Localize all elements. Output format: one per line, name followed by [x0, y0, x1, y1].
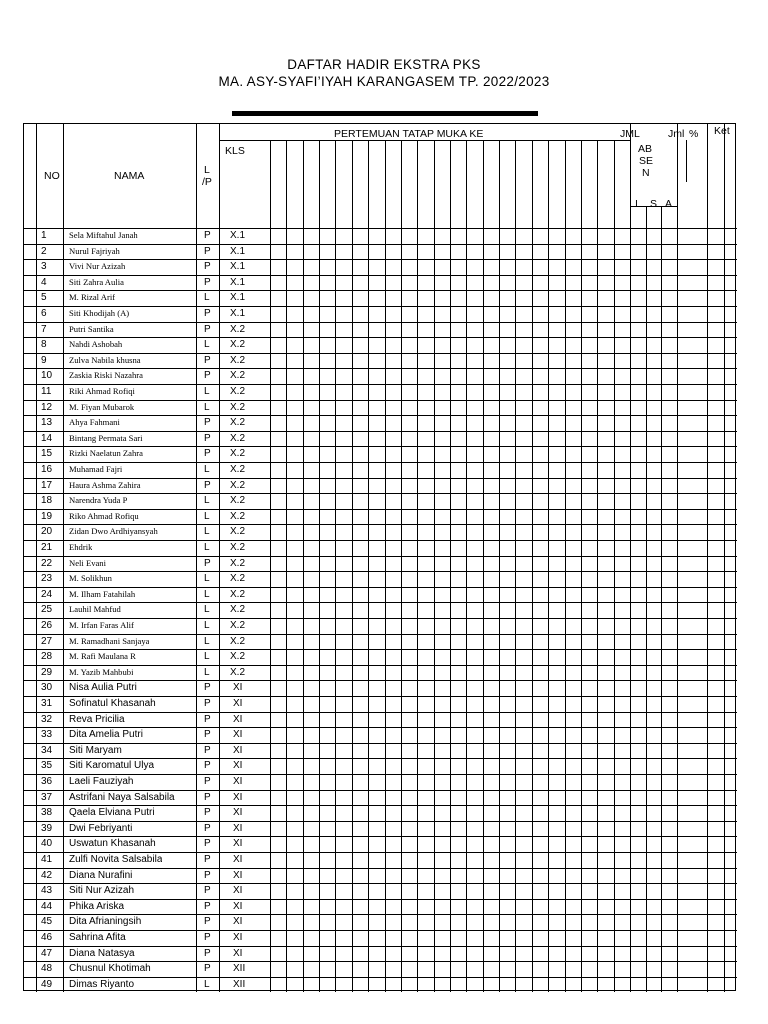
row-lp: L — [204, 620, 210, 631]
row-name: Narendra Yuda P — [69, 495, 128, 506]
header-lp-line2: /P — [202, 176, 212, 188]
row-name: M. Rizal Arif — [69, 292, 116, 303]
table-row — [24, 680, 737, 696]
row-kls: XI — [233, 682, 243, 694]
table-row — [24, 727, 737, 743]
row-kls: X.1 — [230, 230, 246, 241]
row-no: 6 — [41, 308, 47, 319]
table-row — [24, 509, 737, 525]
table-row — [24, 290, 737, 306]
attendance-table — [23, 123, 736, 991]
row-lp: P — [204, 682, 211, 694]
header-kls: KLS — [225, 145, 245, 157]
row-no: 12 — [41, 401, 53, 413]
row-kls: X.2 — [230, 401, 246, 413]
row-lp: L — [204, 604, 210, 616]
table-row — [24, 930, 737, 946]
table-row — [24, 322, 737, 338]
row-kls: XII — [233, 978, 246, 990]
row-kls: X.1 — [230, 308, 246, 319]
row-lp: P — [204, 698, 211, 709]
row-kls: X.2 — [230, 573, 246, 585]
row-name: Uswatun Khasanah — [69, 838, 156, 850]
row-no: 49 — [41, 978, 53, 990]
header-pertemuan: PERTEMUAN TATAP MUKA KE — [334, 128, 484, 140]
row-no: 45 — [41, 916, 53, 928]
row-lp: P — [204, 744, 211, 756]
table-row — [24, 587, 737, 603]
row-kls: X.2 — [230, 448, 246, 460]
table-row — [24, 415, 737, 431]
row-no: 36 — [41, 776, 53, 787]
row-no: 8 — [41, 339, 47, 351]
row-lp: P — [204, 557, 211, 569]
row-no: 22 — [41, 557, 53, 569]
row-name: Dita Amelia Putri — [69, 729, 143, 741]
row-name: Qaela Elviana Putri — [69, 807, 155, 819]
row-no: 25 — [41, 604, 53, 616]
table-row — [24, 431, 737, 447]
row-name: Nahdi Ashobah — [69, 339, 123, 350]
row-name: Reva Pricilia — [69, 713, 125, 725]
row-lp: L — [204, 495, 210, 507]
row-name: Dita Afrianingsih — [69, 916, 142, 928]
row-name: M. Ilham Fatahilah — [69, 588, 136, 599]
row-kls: X.2 — [230, 588, 246, 600]
row-name: Nurul Fajriyah — [69, 245, 120, 256]
table-row — [24, 275, 737, 291]
row-lp: P — [204, 479, 211, 491]
table-row — [24, 743, 737, 759]
row-lp: L — [204, 339, 210, 351]
row-name: Bintang Permata Sari — [69, 432, 143, 443]
row-name: M. Solikhun — [69, 573, 112, 584]
row-name: Dwi Febriyanti — [69, 822, 133, 834]
row-kls: X.2 — [230, 635, 246, 647]
row-no: 27 — [41, 635, 53, 647]
row-lp: L — [204, 978, 210, 990]
table-row — [24, 228, 737, 244]
row-no: 18 — [41, 495, 53, 507]
row-kls: X.1 — [230, 276, 246, 288]
row-kls: XI — [233, 760, 243, 772]
row-no: 48 — [41, 963, 53, 975]
header-ket: Ket — [714, 125, 730, 137]
header-absen-1: AB — [638, 143, 653, 155]
row-no: 37 — [41, 791, 53, 803]
row-name: M. Ramadhani Sanjaya — [69, 635, 150, 646]
row-lp: L — [204, 526, 210, 538]
table-row — [24, 306, 737, 322]
row-no: 19 — [41, 510, 53, 522]
row-kls: X.2 — [230, 354, 246, 366]
row-kls: X.2 — [230, 323, 246, 335]
row-lp: L — [204, 651, 210, 663]
row-no: 1 — [41, 230, 47, 241]
row-kls: XI — [233, 885, 243, 897]
row-kls: XI — [233, 947, 243, 959]
header-absen-3: N — [642, 167, 650, 179]
table-row — [24, 618, 737, 634]
table-row — [24, 540, 737, 556]
title-underline — [232, 111, 538, 116]
row-kls: X.2 — [230, 479, 246, 491]
table-row — [24, 244, 737, 260]
row-name: Zulfi Novita Salsabila — [69, 854, 163, 865]
row-name: Dimas Riyanto — [69, 978, 135, 990]
row-kls: XI — [233, 776, 243, 787]
header-a: A — [665, 198, 673, 210]
row-lp: L — [204, 292, 210, 304]
row-lp: P — [204, 448, 211, 460]
row-lp: P — [204, 854, 211, 865]
row-lp: L — [204, 666, 210, 678]
row-no: 38 — [41, 807, 53, 819]
table-row — [24, 977, 737, 993]
table-row — [24, 665, 737, 681]
table-row — [24, 805, 737, 821]
row-no: 9 — [41, 354, 47, 366]
row-lp: P — [204, 791, 211, 803]
row-name: Chusnul Khotimah — [69, 963, 151, 975]
row-kls: X.1 — [230, 292, 246, 304]
row-lp: L — [204, 635, 210, 647]
table-row — [24, 649, 737, 665]
row-lp: P — [204, 230, 211, 241]
row-lp: L — [204, 588, 210, 600]
row-name: Putri Santika — [69, 323, 114, 334]
row-no: 2 — [41, 245, 47, 257]
row-lp: P — [204, 760, 211, 772]
row-lp: P — [204, 776, 211, 787]
row-name: Diana Natasya — [69, 947, 135, 959]
row-name: Zaskia Riski Nazahra — [69, 370, 143, 381]
row-no: 29 — [41, 666, 53, 678]
row-kls: XI — [233, 807, 243, 819]
row-name: Sahrina Afita — [69, 932, 126, 943]
row-no: 23 — [41, 573, 53, 585]
table-row — [24, 524, 737, 540]
row-no: 11 — [41, 386, 52, 397]
header-jml: JML — [620, 128, 640, 140]
row-lp: P — [204, 245, 211, 257]
table-row — [24, 478, 737, 494]
row-kls: XI — [233, 869, 243, 881]
row-lp: L — [204, 464, 210, 475]
grid-header-absen-split — [630, 206, 677, 207]
row-kls: XI — [233, 698, 243, 709]
row-lp: P — [204, 916, 211, 928]
header-jml2: Jml — [668, 128, 685, 140]
row-kls: X.2 — [230, 651, 246, 663]
row-kls: XI — [233, 729, 243, 741]
row-no: 16 — [41, 464, 53, 475]
table-row — [24, 774, 737, 790]
row-name: Laeli Fauziyah — [69, 776, 134, 787]
row-lp: P — [204, 276, 211, 288]
row-kls: X.2 — [230, 386, 246, 397]
row-no: 40 — [41, 838, 53, 850]
row-name: Siti Maryam — [69, 744, 122, 756]
row-no: 10 — [41, 370, 53, 382]
row-no: 31 — [41, 698, 53, 709]
row-kls: X.2 — [230, 526, 246, 538]
row-kls: X.2 — [230, 432, 246, 444]
row-lp: P — [204, 963, 211, 975]
table-row — [24, 259, 737, 275]
row-kls: XI — [233, 900, 243, 912]
row-name: Siti Nur Azizah — [69, 885, 135, 897]
row-no: 34 — [41, 744, 53, 756]
row-name: Ahya Fahmani — [69, 417, 120, 428]
row-name: M. Yazib Mahbubi — [69, 666, 134, 677]
table-row — [24, 353, 737, 369]
row-no: 20 — [41, 526, 53, 538]
table-row — [24, 852, 737, 868]
table-row — [24, 821, 737, 837]
row-lp: P — [204, 370, 211, 382]
row-lp: P — [204, 308, 211, 319]
title-line-2: MA. ASY-SYAFI’IYAH KARANGASEM TP. 2022/2023 — [218, 74, 550, 89]
row-lp: L — [204, 386, 210, 397]
table-row — [24, 836, 737, 852]
header-i: I — [635, 198, 638, 210]
table-row — [24, 400, 737, 416]
row-lp: P — [204, 354, 211, 366]
row-name: Riko Ahmad Rofiqu — [69, 510, 139, 521]
row-kls: XI — [233, 744, 243, 756]
row-name: M. Rafi Maulana R — [69, 651, 136, 662]
row-lp: P — [204, 323, 211, 335]
table-row — [24, 946, 737, 962]
row-kls: X.2 — [230, 542, 246, 553]
row-name: Phika Ariska — [69, 900, 125, 912]
table-row — [24, 790, 737, 806]
row-kls: X.2 — [230, 666, 246, 678]
row-kls: X.2 — [230, 557, 246, 569]
row-name: Riki Ahmad Rofiqi — [69, 386, 135, 396]
row-lp: P — [204, 838, 211, 850]
row-kls: X.2 — [230, 417, 246, 429]
row-lp: P — [204, 807, 211, 819]
title-line-1: DAFTAR HADIR EKSTRA PKS — [287, 57, 481, 72]
table-row — [24, 758, 737, 774]
table-row — [24, 337, 737, 353]
row-kls: XI — [233, 822, 243, 834]
row-kls: XI — [233, 791, 243, 803]
row-no: 35 — [41, 760, 53, 772]
row-lp: P — [204, 713, 211, 725]
row-lp: P — [204, 417, 211, 429]
table-row — [24, 696, 737, 712]
table-row — [24, 883, 737, 899]
row-name: Neli Evani — [69, 557, 106, 568]
row-no: 47 — [41, 947, 53, 959]
row-no: 17 — [41, 479, 53, 491]
row-no: 5 — [41, 292, 47, 304]
row-name: Siti Zahra Aulia — [69, 276, 124, 287]
row-no: 46 — [41, 932, 53, 943]
row-name: Diana Nurafini — [69, 869, 133, 881]
header-s: S — [650, 198, 658, 210]
row-kls: X.1 — [230, 245, 246, 257]
row-no: 21 — [41, 542, 53, 553]
table-row — [24, 368, 737, 384]
row-kls: X.2 — [230, 510, 246, 522]
row-name: Nisa Aulia Putri — [69, 682, 137, 694]
row-name: Haura Ashma Zahira — [69, 479, 141, 490]
row-name: Rizki Naelatun Zahra — [69, 448, 143, 459]
row-kls: X.2 — [230, 604, 246, 616]
row-no: 4 — [41, 276, 47, 288]
row-name: M. Fiyan Mubarok — [69, 401, 135, 412]
row-no: 7 — [41, 323, 47, 335]
row-no: 42 — [41, 869, 53, 881]
row-kls: XI — [233, 838, 243, 850]
row-no: 30 — [41, 682, 53, 694]
row-no: 3 — [41, 261, 47, 273]
row-kls: XI — [233, 854, 243, 865]
table-row — [24, 712, 737, 728]
row-name: Ehdrik — [69, 542, 93, 552]
table-row — [24, 961, 737, 977]
row-lp: P — [204, 947, 211, 959]
row-lp: P — [204, 869, 211, 881]
row-name: Astrifani Naya Salsabila — [69, 791, 175, 803]
grid-header-split — [219, 140, 630, 141]
row-no: 24 — [41, 588, 53, 600]
row-kls: XI — [233, 916, 243, 928]
table-row — [24, 446, 737, 462]
row-kls: X.2 — [230, 464, 246, 475]
header-nama: NAMA — [114, 170, 145, 182]
row-kls: XI — [233, 713, 243, 725]
row-no: 33 — [41, 729, 53, 741]
row-name: Muhamad Fajri — [69, 464, 123, 474]
row-no: 26 — [41, 620, 53, 631]
row-lp: P — [204, 932, 211, 943]
row-no: 43 — [41, 885, 53, 897]
row-name: Zulva Nabila khusna — [69, 354, 141, 365]
row-lp: L — [204, 510, 210, 522]
table-row — [24, 602, 737, 618]
header-absen-2: SE — [639, 155, 654, 167]
row-lp: P — [204, 432, 211, 444]
row-name: Sela Miftahul Janah — [69, 230, 138, 240]
row-no: 32 — [41, 713, 53, 725]
row-name: Vivi Nur Azizah — [69, 261, 126, 272]
header-percent: % — [689, 128, 699, 140]
row-name: Siti Khodijah (A) — [69, 308, 130, 318]
grid-col-jml-inner — [686, 140, 687, 182]
row-lp: P — [204, 822, 211, 834]
table-row — [24, 634, 737, 650]
row-no: 15 — [41, 448, 53, 460]
row-lp: P — [204, 885, 211, 897]
table-row — [24, 384, 737, 400]
row-kls: X.2 — [230, 339, 246, 351]
table-row — [24, 493, 737, 509]
row-no: 44 — [41, 900, 53, 912]
row-kls: X.2 — [230, 495, 246, 507]
row-kls: XII — [233, 963, 246, 975]
row-name: Lauhil Mahfud — [69, 604, 121, 615]
row-no: 14 — [41, 432, 53, 444]
table-row — [24, 571, 737, 587]
table-row — [24, 868, 737, 884]
row-kls: X.2 — [230, 620, 246, 631]
row-lp: L — [204, 573, 210, 585]
row-name: Sofinatul Khasanah — [69, 698, 156, 709]
row-name: M. Irfan Faras Alif — [69, 620, 134, 630]
row-name: Siti Karomatul Ulya — [69, 760, 155, 772]
document-title — [0, 56, 768, 90]
row-kls: X.2 — [230, 370, 246, 382]
row-lp: L — [204, 401, 210, 413]
row-lp: P — [204, 729, 211, 741]
row-name: Zidan Dwo Ardhiyansyah — [69, 526, 158, 537]
header-no: NO — [44, 170, 60, 182]
row-no: 28 — [41, 651, 53, 663]
table-row — [24, 462, 737, 478]
row-lp: P — [204, 261, 211, 273]
table-row — [24, 914, 737, 930]
row-kls: X.1 — [230, 261, 246, 273]
header-lp-line1: L — [204, 164, 210, 176]
row-no: 39 — [41, 822, 53, 834]
table-row — [24, 899, 737, 915]
row-lp: P — [204, 900, 211, 912]
row-lp: L — [204, 542, 210, 553]
row-no: 13 — [41, 417, 53, 429]
table-row — [24, 556, 737, 572]
row-kls: XI — [233, 932, 243, 943]
row-no: 41 — [41, 854, 53, 865]
